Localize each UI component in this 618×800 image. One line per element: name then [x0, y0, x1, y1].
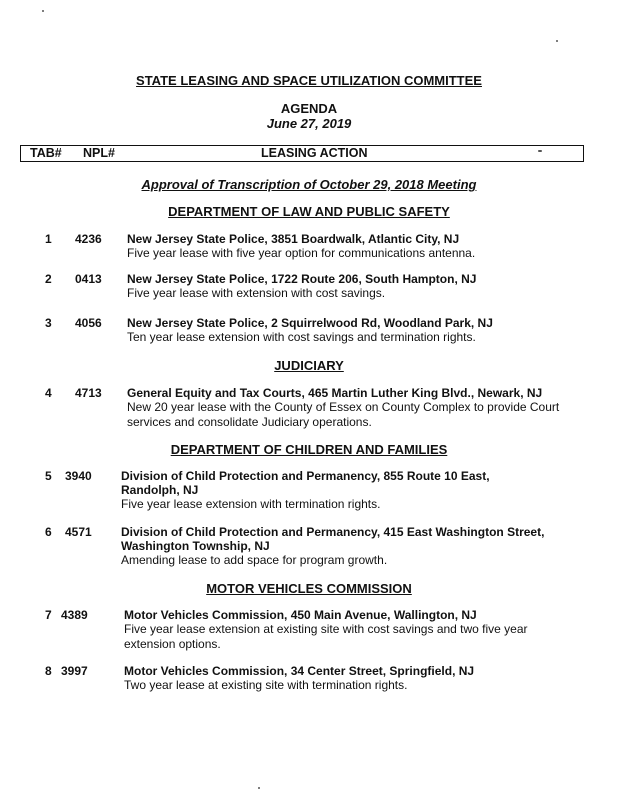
- item-description: Five year lease with extension with cost savings.: [127, 286, 386, 300]
- item-npl-number: 3940: [65, 469, 92, 483]
- item-tab-number: 2: [45, 272, 52, 286]
- item-tab-number: 4: [45, 386, 52, 400]
- item-tab-number: 3: [45, 316, 52, 330]
- item-title: Motor Vehicles Commission, 34 Center Street, Springfield, NJ: [124, 664, 475, 678]
- item-description: Ten year lease extension with cost savings and termination rights.: [127, 330, 476, 344]
- meeting-date: June 27, 2019: [266, 116, 352, 131]
- section-heading: DEPARTMENT OF LAW AND PUBLIC SAFETY: [168, 204, 450, 219]
- item-title: Division of Child Protection and Permanency, 415 East Washington Street,: [121, 525, 545, 539]
- scan-speck: [556, 40, 558, 42]
- item-description: Two year lease at existing site with termination rights.: [124, 678, 408, 692]
- item-tab-number: 6: [45, 525, 52, 539]
- column-npl-header: NPL#: [83, 146, 115, 160]
- committee-title: STATE LEASING AND SPACE UTILIZATION COMMITTEE: [136, 73, 482, 88]
- item-title: New Jersey State Police, 2 Squirrelwood Rd, Woodland Park, NJ: [127, 316, 493, 330]
- item-title: General Equity and Tax Courts, 465 Martin Luther King Blvd., Newark, NJ: [127, 386, 543, 400]
- item-title-continued: Washington Township, NJ: [121, 539, 270, 553]
- item-title: Motor Vehicles Commission, 450 Main Avenue, Wallington, NJ: [124, 608, 477, 622]
- item-tab-number: 1: [45, 232, 52, 246]
- item-tab-number: 8: [45, 664, 52, 678]
- item-description: Five year lease extension at existing site with cost savings and two five year extension options.: [124, 622, 528, 651]
- item-title: New Jersey State Police, 3851 Boardwalk, Atlantic City, NJ: [127, 232, 460, 246]
- section-heading: JUDICIARY: [274, 358, 344, 373]
- item-description: Five year lease with five year option for communications antenna.: [127, 246, 476, 260]
- scan-speck: [258, 787, 260, 789]
- item-npl-number: 4389: [61, 608, 88, 622]
- item-npl-number: 4713: [75, 386, 102, 400]
- item-npl-number: 3997: [61, 664, 88, 678]
- item-npl-number: 4236: [75, 232, 102, 246]
- column-action-header: LEASING ACTION: [261, 146, 368, 160]
- column-tab-header: TAB#: [30, 146, 62, 160]
- item-title: Division of Child Protection and Permanency, 855 Route 10 East,: [121, 469, 490, 483]
- item-npl-number: 0413: [75, 272, 102, 286]
- item-tab-number: 5: [45, 469, 52, 483]
- item-npl-number: 4571: [65, 525, 92, 539]
- item-npl-number: 4056: [75, 316, 102, 330]
- item-description: Amending lease to add space for program growth.: [121, 553, 388, 567]
- scan-speck: [42, 10, 44, 12]
- item-description: Five year lease extension with termination rights.: [121, 497, 381, 511]
- section-heading: DEPARTMENT OF CHILDREN AND FAMILIES: [170, 442, 448, 457]
- scan-speck: [538, 150, 542, 152]
- column-header-bar: [20, 145, 584, 162]
- item-tab-number: 7: [45, 608, 52, 622]
- item-description: New 20 year lease with the County of Essex on County Complex to provide Court services and consolidate Judiciary operations.: [127, 400, 560, 429]
- approval-line: Approval of Transcription of October 29, 2018 Meeting: [141, 177, 477, 192]
- section-heading: MOTOR VEHICLES COMMISSION: [206, 581, 412, 596]
- item-title-continued: Randolph, NJ: [121, 483, 199, 497]
- agenda-label: AGENDA: [280, 101, 338, 116]
- item-title: New Jersey State Police, 1722 Route 206, South Hampton, NJ: [127, 272, 477, 286]
